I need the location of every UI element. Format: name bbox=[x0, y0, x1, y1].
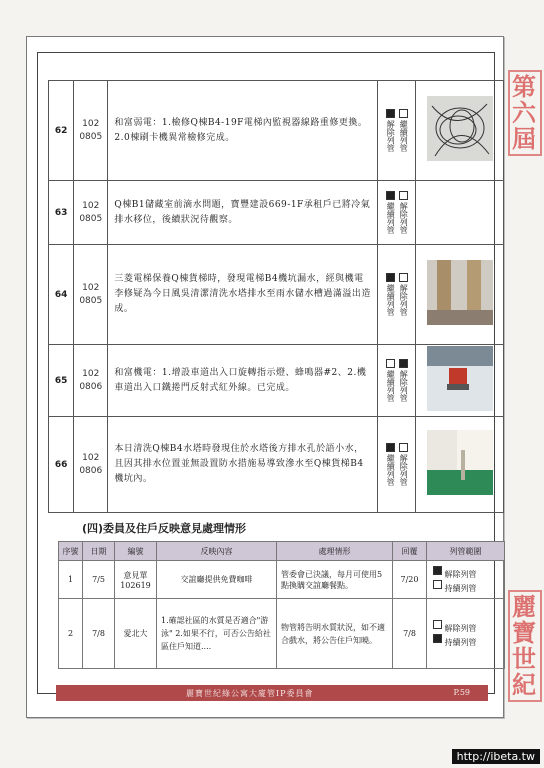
item-date bbox=[74, 245, 108, 345]
feedback-no: 2 bbox=[59, 599, 83, 669]
status-option bbox=[398, 359, 408, 402]
item-number: 62 bbox=[49, 81, 74, 181]
table-row bbox=[49, 81, 504, 181]
item-date bbox=[74, 181, 108, 245]
item-photo bbox=[416, 345, 504, 417]
status-label: 繼續列管 bbox=[386, 454, 396, 486]
checkbox-unchecked bbox=[399, 191, 408, 200]
feedback-handling: 管委會已決議，每月可使用5點換購交誼廳餐點。 bbox=[277, 561, 393, 599]
item-description: 本日清洗Q棟B4水塔時發現住於水塔後方排水孔於語小水，且因其排水位置並無設置防水措施易導致滲水至Q棟貨梯B4機坑內。 bbox=[108, 417, 378, 513]
item-date bbox=[74, 81, 108, 181]
item-number: 63 bbox=[49, 181, 74, 245]
table-row bbox=[49, 417, 504, 513]
feedback-no: 1 bbox=[59, 561, 83, 599]
status-option bbox=[385, 191, 395, 234]
item-description: Q棟B1儲藏室前滴水問題，寶豐建設669-1F承租戶已將冷氣排水移位，後續狀況待觀察。 bbox=[108, 181, 378, 245]
status-option bbox=[385, 109, 395, 152]
checkbox-checked bbox=[433, 634, 442, 643]
feedback-table bbox=[58, 541, 505, 669]
item-status bbox=[378, 345, 416, 417]
footer-title: 麗寶世紀綠公寓大廈管IP委員會 bbox=[186, 689, 314, 698]
item-status bbox=[378, 245, 416, 345]
status-option bbox=[398, 191, 408, 234]
item-description: 三菱電梯保養Q棟貨梯時，發現電梯B4機坑漏水，經與機電李修疑為今日風吳清潔清洗水塔排水至雨水儲水槽過滿溢出造成。 bbox=[108, 245, 378, 345]
status-option bbox=[398, 273, 408, 316]
status-label: 繼續列管 bbox=[399, 120, 409, 152]
feedback-header-row bbox=[59, 542, 505, 561]
checkbox-unchecked bbox=[399, 109, 408, 118]
checkbox-unchecked bbox=[433, 620, 442, 629]
status-label: 繼續列管 bbox=[386, 284, 396, 316]
item-description: 和富機電：1.增設車道出入口旋轉指示燈、蜂鳴器#2、2.機車道出入口鐵捲門反射式紅外線。已完成。 bbox=[108, 345, 378, 417]
status-label: 繼續列管 bbox=[386, 202, 396, 234]
header-cell: 編號 bbox=[115, 542, 157, 561]
feedback-reply: 7/8 bbox=[393, 599, 427, 669]
feedback-content: 1.確認社區的水質是否適合"游泳" 2.如果不行，可否公告給社區住戶知道.... bbox=[157, 599, 277, 669]
watermark: http://ibeta.tw bbox=[452, 749, 540, 764]
warning-light-photo bbox=[427, 346, 493, 411]
status-label: 解除列管 bbox=[399, 454, 409, 486]
feedback-date: 7/8 bbox=[83, 599, 115, 669]
status-option bbox=[385, 359, 395, 402]
feedback-id: 愛北大 bbox=[115, 599, 157, 669]
table-row bbox=[49, 345, 504, 417]
item-status bbox=[378, 181, 416, 245]
checkbox-unchecked bbox=[399, 443, 408, 452]
item-date bbox=[74, 417, 108, 513]
checkbox-checked bbox=[399, 359, 408, 368]
checkbox-unchecked bbox=[386, 359, 395, 368]
item-number: 66 bbox=[49, 417, 74, 513]
item-date bbox=[74, 345, 108, 417]
feedback-reply: 7/20 bbox=[393, 561, 427, 599]
scope-label: 持續列管 bbox=[444, 583, 477, 593]
table-row bbox=[49, 245, 504, 345]
item-photo bbox=[416, 81, 504, 181]
status-label: 解除列管 bbox=[399, 370, 409, 402]
item-date-year: 102 bbox=[82, 282, 100, 293]
feedback-date: 7/5 bbox=[83, 561, 115, 599]
header-cell: 回覆 bbox=[393, 542, 427, 561]
scope-label: 解除列管 bbox=[444, 623, 477, 633]
item-photo bbox=[416, 245, 504, 345]
header-cell: 處理情形 bbox=[277, 542, 393, 561]
feedback-handling: 物管將告明水質狀況，如不適合戲水，將公告住戶知曉。 bbox=[277, 599, 393, 669]
checkbox-checked bbox=[433, 566, 442, 575]
item-description: 和富弱電：1.檢修Q棟B4-19F電梯內監視器線路重修更換。2.0棟刷卡機異常檢修完成。 bbox=[108, 81, 378, 181]
status-label: 解除列管 bbox=[399, 202, 409, 234]
item-date-year: 102 bbox=[82, 368, 100, 379]
elevator-pit-photo bbox=[427, 260, 493, 325]
header-cell: 反映內容 bbox=[157, 542, 277, 561]
header-cell: 序號 bbox=[59, 542, 83, 561]
item-photo bbox=[416, 181, 504, 245]
status-option bbox=[385, 443, 395, 486]
checkbox-checked bbox=[386, 109, 395, 118]
item-date-day: 0806 bbox=[79, 381, 103, 392]
item-number: 64 bbox=[49, 245, 74, 345]
page-number: P.59 bbox=[453, 688, 470, 697]
red-seal-stamp: 第六屆 bbox=[508, 70, 542, 156]
table-row bbox=[59, 599, 505, 669]
feedback-content: 交誼廳提供免費咖啡 bbox=[157, 561, 277, 599]
maintenance-log-table bbox=[48, 80, 504, 513]
status-option bbox=[398, 109, 408, 152]
checkbox-checked bbox=[386, 273, 395, 282]
checkbox-unchecked bbox=[433, 580, 442, 589]
table-row bbox=[49, 181, 504, 245]
item-photo bbox=[416, 417, 504, 513]
header-cell: 列管範圍 bbox=[427, 542, 505, 561]
scope-label: 解除列管 bbox=[444, 569, 477, 579]
red-seal-stamp: 麗寶世紀 bbox=[508, 590, 542, 702]
item-date-day: 0805 bbox=[79, 213, 103, 224]
header-cell: 日期 bbox=[83, 542, 115, 561]
page-footer bbox=[56, 685, 488, 701]
item-date-year: 102 bbox=[82, 452, 100, 463]
scope-label: 持續列管 bbox=[444, 637, 477, 647]
item-status bbox=[378, 81, 416, 181]
checkbox-checked bbox=[386, 443, 395, 452]
feedback-scope bbox=[427, 599, 505, 669]
item-date-day: 0805 bbox=[79, 131, 103, 142]
item-status bbox=[378, 417, 416, 513]
table-row bbox=[59, 561, 505, 599]
item-number: 65 bbox=[49, 345, 74, 417]
status-label: 解除列管 bbox=[386, 120, 396, 152]
status-option bbox=[385, 273, 395, 316]
cable-photo bbox=[427, 96, 493, 161]
feedback-id: 意見單102619 bbox=[115, 561, 157, 599]
status-label: 繼續列管 bbox=[386, 370, 396, 402]
status-option bbox=[398, 443, 408, 486]
item-date-day: 0806 bbox=[79, 465, 103, 476]
item-date-day: 0805 bbox=[79, 295, 103, 306]
status-label: 解除列管 bbox=[399, 284, 409, 316]
feedback-scope bbox=[427, 561, 505, 599]
item-date-year: 102 bbox=[82, 118, 100, 129]
water-tank-drain-photo bbox=[427, 430, 493, 495]
checkbox-unchecked bbox=[399, 273, 408, 282]
checkbox-checked bbox=[386, 191, 395, 200]
item-date-year: 102 bbox=[82, 200, 100, 211]
section-title: (四)委員及住戶反映意見處理情形 bbox=[82, 522, 247, 535]
